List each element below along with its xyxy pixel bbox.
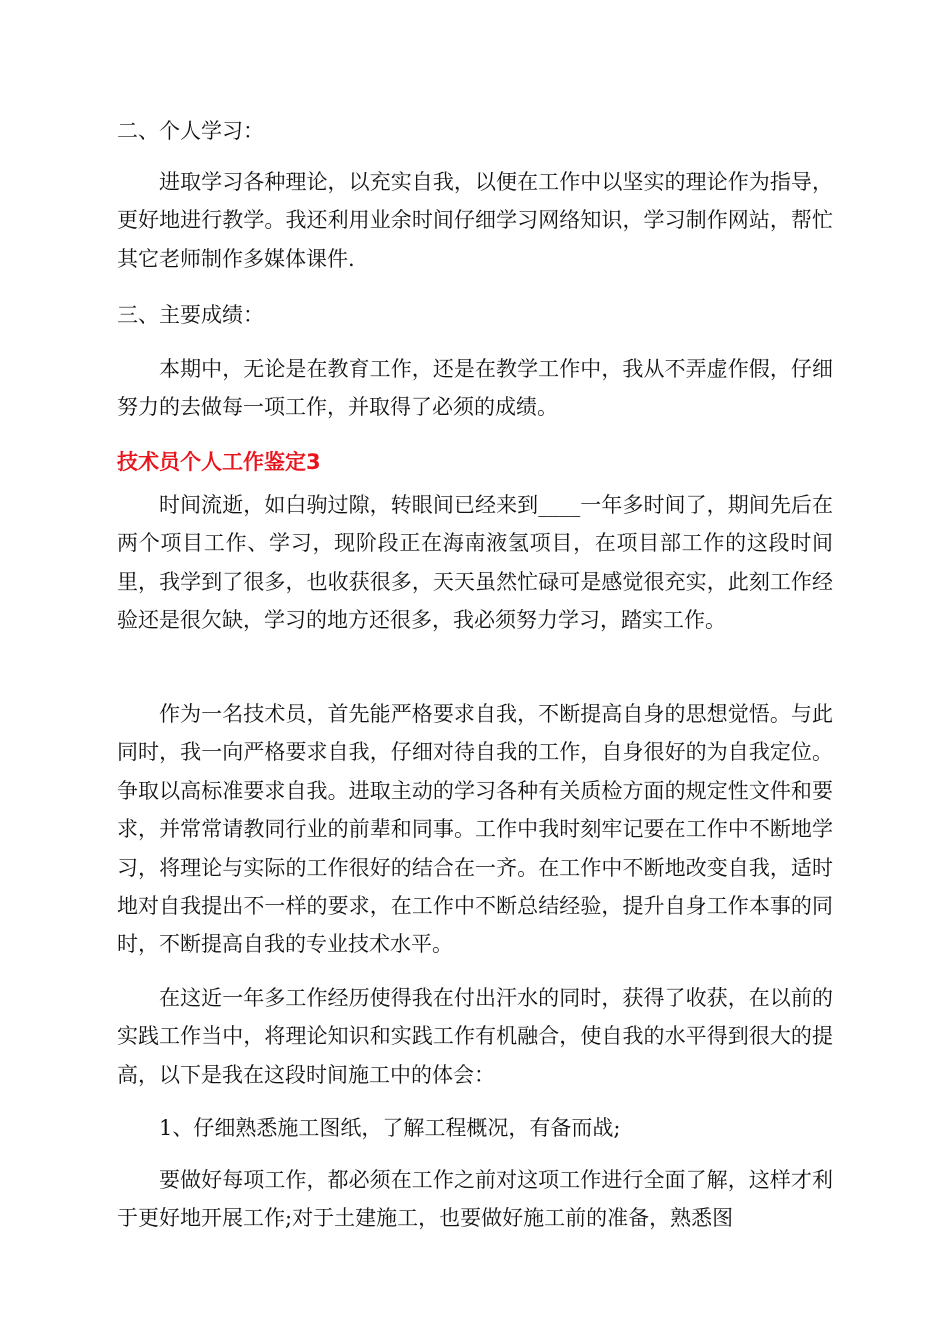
article-heading: 技术员个人工作鉴定3 [117, 450, 321, 474]
paragraph-main-achievements: 本期中，无论是在教育工作，还是在教学工作中，我从不弄虚作假，仔细努力的去做每一项工作，并取得了必须的成绩。 [117, 357, 833, 420]
paragraph-preparation: 要做好每项工作，都必须在工作之前对这项工作进行全面了解，这样才利于更好地开展工作;对于土建施工，也要做好施工前的准备，熟悉图 [117, 1168, 833, 1231]
paragraph-experience: 在这近一年多工作经历使得我在付出汗水的同时，获得了收获，在以前的实践工作当中，将理论知识和实践工作有机融合，使自我的水平得到很大的提高，以下是我在这段时间施工中的体会： [117, 986, 833, 1087]
section-title-main-achievements: 三、主要成绩： [117, 303, 264, 327]
paragraph-self-requirements: 作为一名技术员，首先能严格要求自我，不断提高自身的思想觉悟。与此同时，我一向严格要求自我，仔细对待自我的工作，自身很好的为自我定位。争取以高标准要求自我。进取主动的学习各种有关质检方面的规定性文件和要求，并常常请教同行业的前辈和同事。工作中我时刻牢记要在工作中不断地学习，将理论与实际的工作很好的结合在一齐。在工作中不断地改变自我，适时地对自我提出不一样的要求，在工作中不断总结经验，提升自身工作本事的同时，不断提高自我的专业技术水平。 [117, 702, 833, 957]
list-item-1: 1、仔细熟悉施工图纸，了解工程概况，有备而战; [159, 1116, 621, 1140]
paragraph-intro: 时间流逝，如白驹过隙，转眼间已经来到____一年多时间了，期间先后在两个项目工作、学习，现阶段正在海南液氢项目，在项目部工作的这段时间里，我学到了很多，也收获很多，天天虽然忙碌可是感觉很充实，此刻工作经验还是很欠缺，学习的地方还很多，我必须努力学习，踏实工作。 [117, 493, 833, 633]
section-title-personal-study: 二、个人学习： [117, 119, 264, 143]
paragraph-personal-study: 进取学习各种理论，以充实自我，以便在工作中以坚实的理论作为指导，更好地进行教学。我还利用业余时间仔细学习网络知识，学习制作网站，帮忙其它老师制作多媒体课件. [117, 170, 833, 271]
